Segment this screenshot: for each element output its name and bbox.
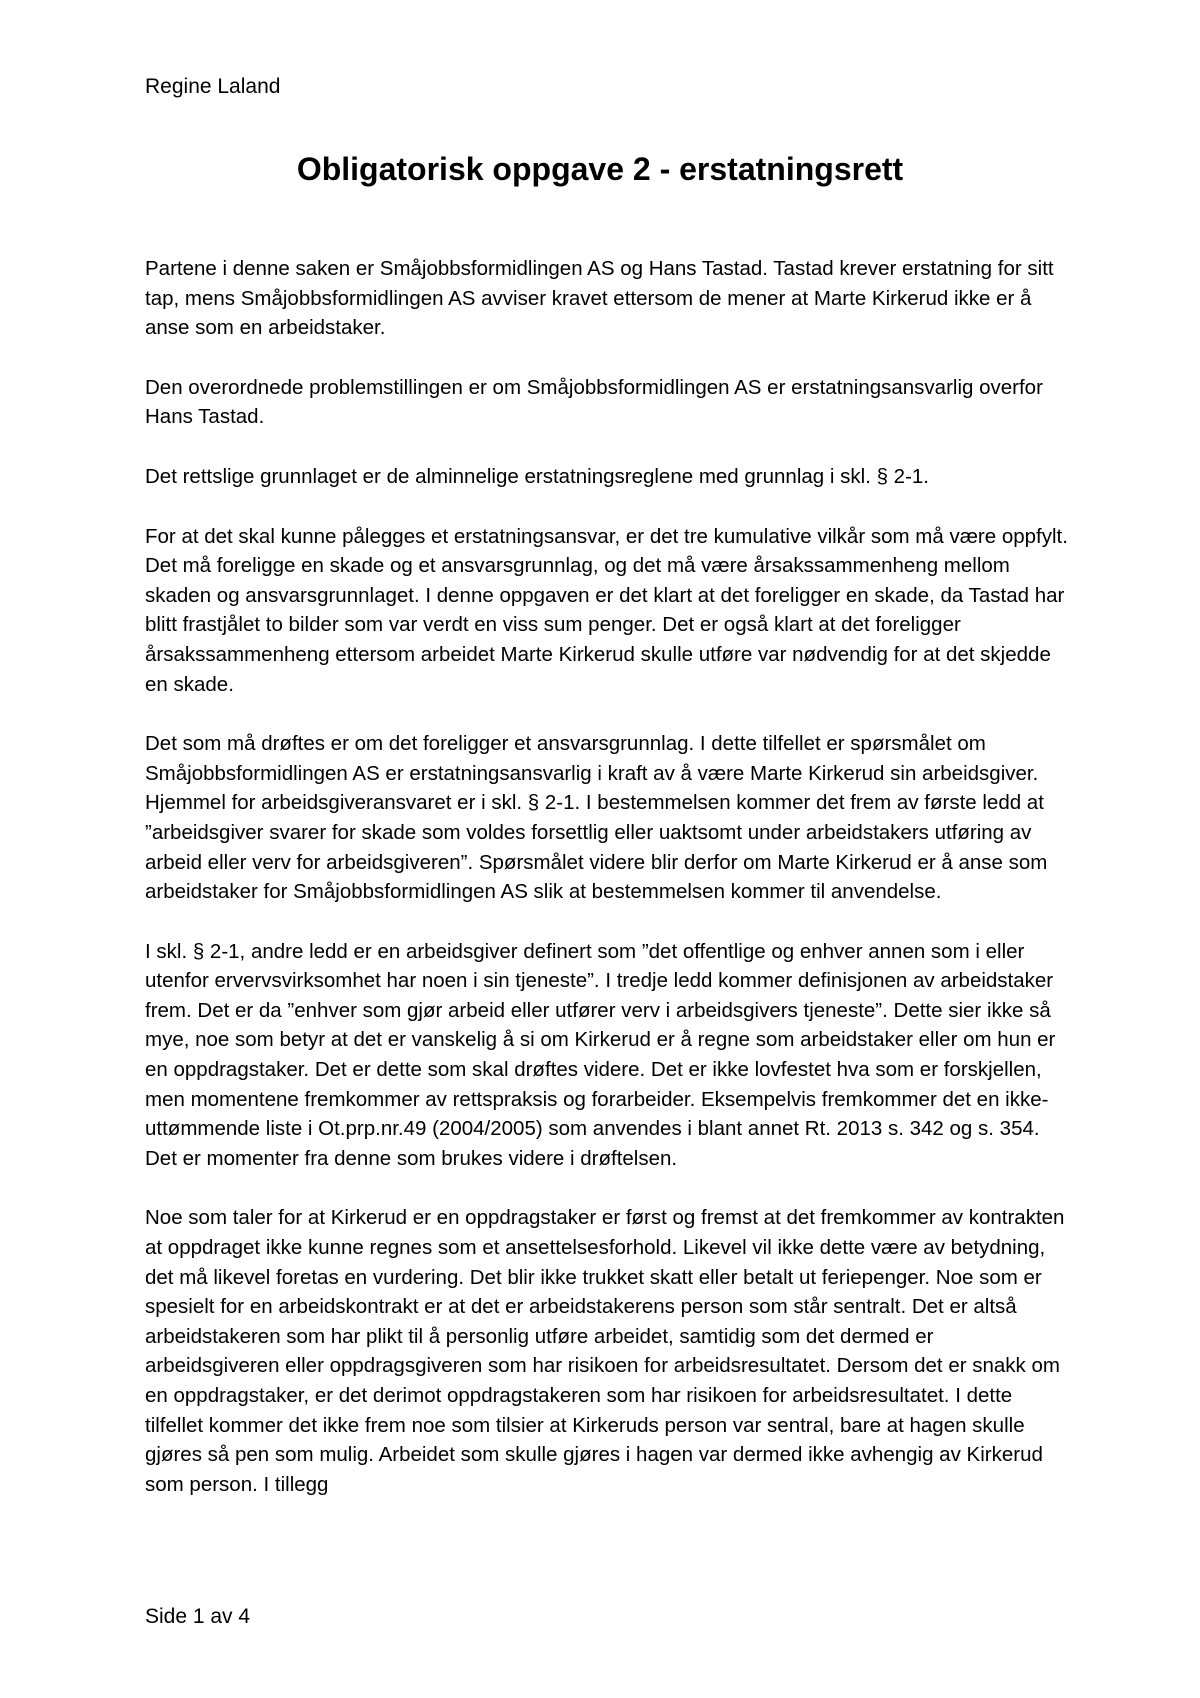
paragraph-4: For at det skal kunne pålegges et erstatningsansvar, er det tre kumulative vilkår som må være oppfylt. Det må foreligge en skade og et ansvarsgrunnlag, og det må være årsakssammenheng mellom skaden og ansvarsgrunnlaget. I denne oppgaven er det klart at det foreligger en skade, da Tastad har blitt frastjålet to bilder som var verdt en viss sum penger. Det er også klart at det foreligger årsakssammenheng ettersom arbeidet Marte Kirkerud skulle utføre var nødvendig for at det skjedde en skade. — [145, 524, 1068, 696]
paragraph-3: Det rettslige grunnlaget er de alminnelige erstatningsreglene med grunnlag i skl. § 2-1. — [145, 464, 930, 488]
paragraph-7: Noe som taler for at Kirkerud er en oppdragstaker er først og fremst at det fremkommer av kontrakten at oppdraget ikke kunne regnes som et ansettelsesforhold. Likevel vil ikke dette være av betydning, det må likevel foretas en vurdering. Det blir ikke trukket skatt eller betalt ut feriepenger. Noe som er spesielt for en arbeidskontrakt er at det er arbeidstakerens person som står sentralt. Det er altså arbeidstakeren som har plikt til å personlig utføre arbeidet, samtidig som det dermed er arbeidsgiveren eller oppdragsgiveren som har risikoen for arbeidsresultatet. Dersom det er snakk om en oppdragstaker, er det derimot oppdragstakeren som har risikoen for arbeidsresultatet. I dette tilfellet kommer det ikke frem noe som tilsier at Kirkeruds person var sentral, bare at hagen skulle gjøres så pen som mulig. Arbeidet som skulle gjøres i hagen var dermed ikke avhengig av Kirkerud som person. I tillegg — [145, 1206, 1065, 1496]
paragraph-6: I skl. § 2-1, andre ledd er en arbeidsgiver definert som ”det offentlige og enhver annen som i eller utenfor ervervsvirksomhet har noen i sin tjeneste”. I tredje ledd kommer definisjonen av arbeidstaker frem. Det er da ”enhver som gjør arbeid eller utfører verv i arbeidsgivers tjeneste”. Dette sier ikke så mye, noe som betyr at det er vanskelig å si om Kirkerud er å regne som arbeidstaker eller om hun er en oppdragstaker. Det er dette som skal drøftes videre. Det er ikke lovfestet hva som er forskjellen, men momentene fremkommer av rettspraksis og forarbeider. Eksempelvis fremkommer det en ikke-uttømmende liste i Ot.prp.nr.49 (2004/2005) som anvendes i blant annet Rt. 2013 s. 342 og s. 354. Det er momenter fra denne som brukes videre i drøftelsen. — [145, 939, 1056, 1170]
page-title: Obligatorisk oppgave 2 - erstatningsrett — [296, 151, 904, 187]
author-header: Regine Laland — [145, 75, 281, 98]
document-body — [145, 254, 1070, 1529]
paragraph-2: Den overordnede problemstillingen er om Småjobbsformidlingen AS er erstatningsansvarlig overfor Hans Tastad. — [145, 375, 1043, 429]
page-number-footer: Side 1 av 4 — [145, 1605, 251, 1628]
paragraph-1: Partene i denne saken er Småjobbsformidlingen AS og Hans Tastad. Tastad krever erstatning for sitt tap, mens Småjobbsformidlingen AS avviser kravet ettersom de mener at Marte Kirkerud ikke er å anse som en arbeidstaker. — [145, 257, 1054, 340]
paragraph-5: Det som må drøftes er om det foreligger et ansvarsgrunnlag. I dette tilfellet er spørsmålet om Småjobbsformidlingen AS er erstatningsansvarlig i kraft av å være Marte Kirkerud sin arbeidsgiver. Hjemmel for arbeidsgiveransvaret er i skl. § 2-1. I bestemmelsen kommer det frem av første ledd at ”arbeidsgiver svarer for skade som voldes forsettlig eller uaktsomt under arbeidstakers utføring av arbeid eller verv for arbeidsgiveren”. Spørsmålet videre blir derfor om Marte Kirkerud er å anse som arbeidstaker for Småjobbsformidlingen AS slik at bestemmelsen kommer til anvendelse. — [145, 732, 1048, 904]
